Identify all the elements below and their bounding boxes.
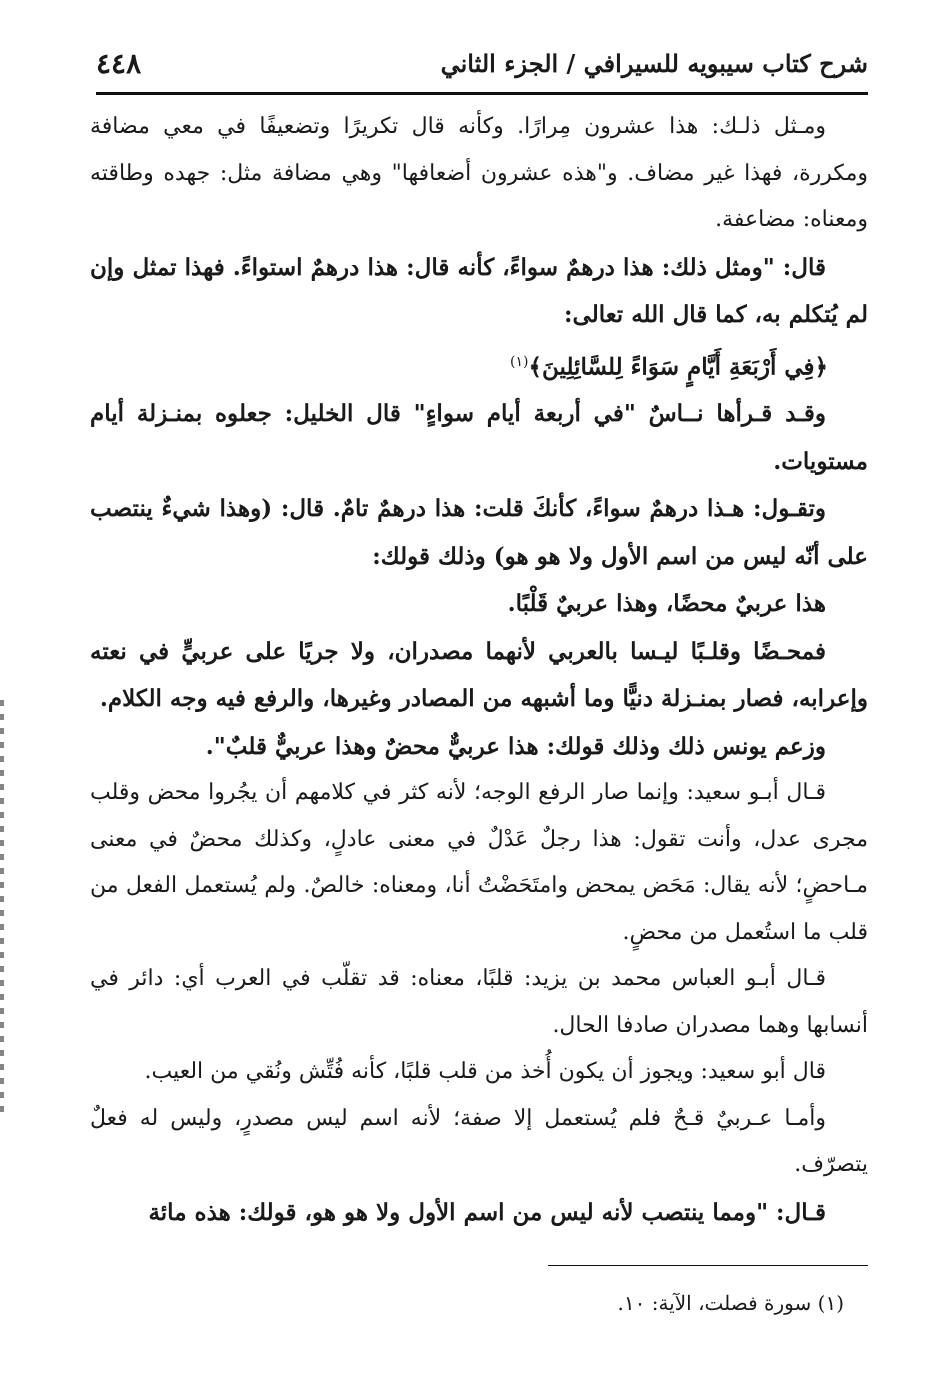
paragraph: فمحـضًا وقلـبًا ليـسا بالعربي لأنهما مصدران، ولا جريًا على عربيٍّ في نعته وإعرابه، فصار بمنـزلة دنيًّا وما أشبهه من المصادر وغيرها، والرفع فيه وجه الكلام. [90,637,868,713]
scan-edge-artifact [0,700,4,1120]
verse-text: ﴿فِي أَرْبَعَةِ أَيَّامٍ سَوَاءً لِلسَّائِلِينَ﴾ [528,353,828,381]
paragraph: وأمـا عـربيٌ قـحٌ فلم يُستعمل إلا صفة؛ لأنه اسم ليس مصدرٍ، وليس له فعلٌ يتصرّف. [90,1105,868,1178]
paragraph: قال أبو سعيد: ويجوز أن يكون أُخذ من قلب قلبًا، كأنه فُتِّش ونُقي من العيب. [144,1059,826,1085]
paragraph: وقـد قـرأها نــاسٌ "في أربعة أيام سواءٍ" قال الخليل: جعلوه بمنـزلة أيام مستويات. [90,400,868,475]
paragraph: قـال أبـو سعيد: وإنما صار الرفع الوجه؛ لأنه كثر في كلامهم أن يجُروا محض وقلب مجرى عدل، وأنت تقول: هذا رجلٌ عَدْلٌ في معنى عادلٍ، وكذلك محضٌ في معنى مـاحضٍ؛ لأنه يقال: مَحَض يمحض وامتَحَضْتُ أنا، ومعناه: خالصٌ. ولم يُستعمل الفعل من قلب ما استُعمل من محضٍ. [90,780,868,945]
footnote-rule [548,1265,868,1266]
main-text [90,104,868,1236]
paragraph: قـال أبـو العباس محمد بن يزيد: قلبًا، معناه: قد تقلّب في العرب أي: دائر في أنسابها وهما مصدران صادفا الحال. [90,966,868,1038]
paragraph: وتقـول: هـذا درهمٌ سواءً، كأنكَ قلت: هذا درهمٌ تامٌ. قال: (وهذا شيءٌ ينتصب على أنّه ليس من اسم الأول ولا هو هو) وذلك قولك: [90,495,868,570]
header-title: شرح كتاب سيبويه للسيرافي / الجزء الثاني [440,48,868,78]
paragraph: قال: "ومثل ذلك: هذا درهمٌ سواءً، كأنه قال: هذا درهمٌ استواءً. فهذا تمثل وإن لم يُتكلم به، كما قال الله تعالى: [90,253,868,328]
page-number: ٤٤٨ [96,46,142,80]
running-header [96,40,868,86]
paragraph: وزعم يونس ذلك وذلك قولك: هذا عربيٌّ محضٌ وهذا عربيٌّ قلبٌ". [205,732,826,760]
header-rule [96,92,868,95]
footnote: (١) سورة فصلت، الآية: ١٠. [617,1291,844,1315]
paragraph: قـال: "ومما ينتصب لأنه ليس من اسم الأول ولا هو هو، قولك: هذه مائة [148,1198,826,1226]
paragraph: هذا عربيٌ محضًا، وهذا عربيٌ قَلْبًا. [507,590,826,618]
paragraph: ومـثل ذلـك: هذا عشرون مِرارًا. وكأنه قال تكريرًا وتضعيفًا في معي مضافة ومكررة، فهذا غير مضاف. و"هذه عشرون أضعافها" وهي مضافة مثل: جهده وطاقته ومعناه: مضاعفة. [90,114,868,232]
footnote-marker: (١) [510,353,529,370]
quran-verse [90,339,868,391]
